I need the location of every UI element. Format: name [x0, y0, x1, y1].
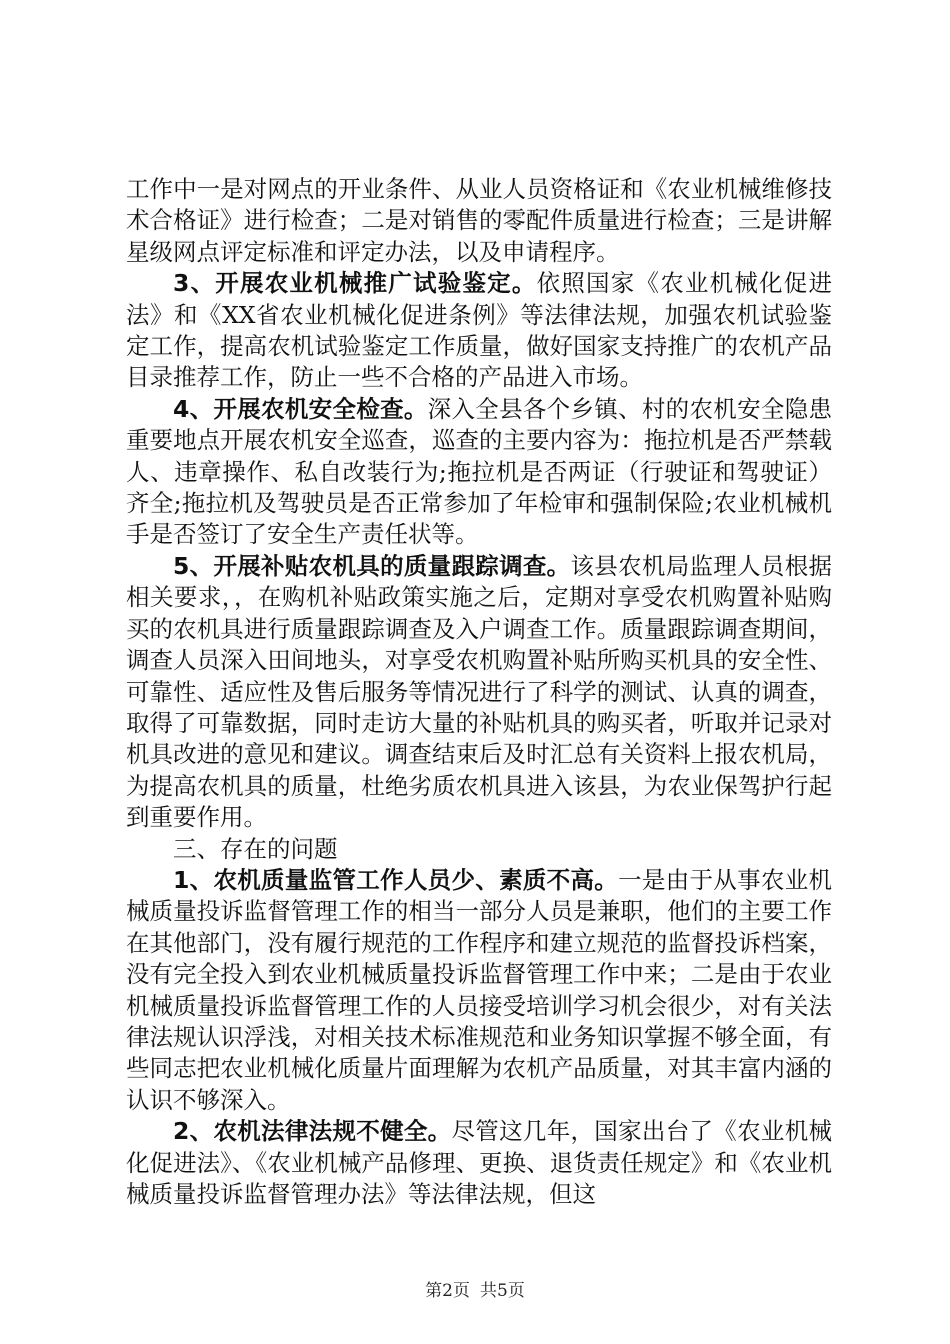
paragraph-problem-2 — [126, 1116, 832, 1210]
page-total: 共5页 — [480, 1281, 525, 1301]
document-body — [126, 174, 832, 1210]
page-number: 第2页 — [425, 1281, 470, 1301]
paragraph-text: 一是由于从事农业机械质量投诉监督管理工作的相当一部分人员是兼职，他们的主要工作在其他部门，没有履行规范的工作程序和建立规范的监督投诉档案，没有完全投入到农业机械质量投诉监督管理工作中来；二是由于农业机械质量投诉监督管理工作的人员接受培训学习机会很少，对有关法律法规认识浮浅，对相关技术标准规范和业务知识掌握不够全面，有些同志把农业机械化质量片面理解为农机产品质量，对其丰富内涵的认识不够深入。 — [126, 865, 833, 1114]
paragraph-lead: 5、开展补贴农机具的质量跟踪调查。 — [173, 551, 571, 580]
paragraph-text: 工作中一是对网点的开业条件、从业人员资格证和《农业机械维修技术合格证》进行检查；二是对销售的零配件质量进行检查；三是讲解星级网点评定标准和评定办法，以及申请程序。 — [126, 175, 832, 266]
paragraph-lead: 1、农机质量监管工作人员少、素质不高。 — [173, 865, 619, 894]
paragraph-lead: 3、开展农业机械推广试验鉴定。 — [173, 269, 537, 298]
paragraph-item-4 — [126, 394, 832, 551]
paragraph-problem-1 — [126, 865, 832, 1116]
paragraph-item-5 — [126, 551, 832, 834]
paragraph-text: 深入全县各个乡镇、村的农机安全隐患重要地点开展农机安全巡查，巡查的主要内容为：拖拉机是否严禁载人、违章操作、私自改装行为;拖拉机是否两证（行驶证和驾驶证）齐全;拖拉机及驾驶员是否正常参加了年检审和强制保险;农业机械机手是否签订了安全生产责任状等。 — [126, 394, 832, 549]
page-footer — [0, 1276, 950, 1301]
paragraph-lead: 4、开展农机安全检查。 — [173, 394, 428, 423]
paragraph-lead: 2、农机法律法规不健全。 — [173, 1117, 452, 1146]
paragraph-text: 依照国家《农业机械化促进法》和《XX省农业机械化促进条例》等法律法规，加强农机试验鉴定工作，提高农机试验鉴定工作质量，做好国家支持推广的农机产品目录推荐工作，防止一些不合格的产品进入市场。 — [126, 269, 832, 392]
paragraph-text: 尽管这几年，国家出台了《农业机械化促进法》、《农业机械产品修理、更换、退货责任规定》和《农业机械质量投诉监督管理办法》等法律法规，但这 — [126, 1117, 833, 1208]
section-heading — [126, 834, 832, 865]
section-heading-text: 三、存在的问题 — [173, 834, 338, 863]
paragraph-continued — [126, 174, 832, 268]
paragraph-text: 该县农机局监理人员根据相关要求，，在购机补贴政策实施之后，定期对享受农机购置补贴购买的农机具进行质量跟踪调查及入户调查工作。质量跟踪调查期间，调查人员深入田间地头，对享受农机购置补贴所购买机具的安全性、可靠性、适应性及售后服务等情况进行了科学的测试、认真的调查，取得了可靠数据，同时走访大量的补贴机具的购买者，听取并记录对机具改进的意见和建议。调查结束后及时汇总有关资料上报农机局，为提高农机具的质量，杜绝劣质农机具进入该县，为农业保驾护行起到重要作用。 — [126, 551, 832, 832]
paragraph-item-3 — [126, 268, 832, 394]
